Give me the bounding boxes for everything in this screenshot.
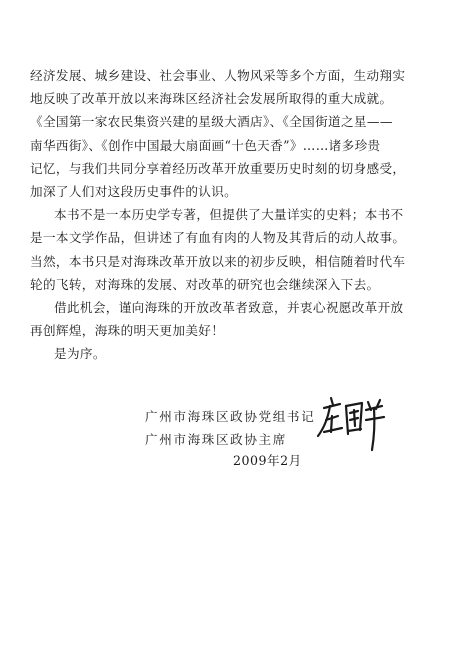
closing-line: 是为序。 (54, 346, 106, 362)
text-line: 当然，本书只是对海珠改革开放以来的初步反映，相信随着时代车 (30, 253, 406, 269)
signature-date: 2009年2月 (233, 453, 302, 468)
paragraph-first-line: 本书不是一本历史学专著，但提供了大量详实的史料；本书不 (54, 207, 404, 223)
text-line: 记忆，与我们共同分享着经历改革开放重要历史时刻的切身感受， (30, 160, 406, 176)
signature-block (145, 405, 315, 451)
text-line: 南华西街》、《创作中国最大扇面画“十色天香”》……诸多珍贵 (30, 137, 381, 153)
text-line: 经济发展、城乡建设、社会事业、人物风采等多个方面，生动翔实 (30, 68, 406, 83)
paragraph-first-line: 借此机会，谨向海珠的开放改革者致意，并衷心祝愿改革开放 (54, 299, 404, 315)
preface-body (30, 64, 430, 365)
text-line: 是一本文学作品，但讲述了有血有肉的人物及其背后的动人故事。 (30, 230, 406, 246)
text-line: 《全国第一家农民集资兴建的星级大酒店》、《全国街道之星—— (30, 114, 393, 130)
signatory-title: 广州市海珠区政协主席 (145, 432, 287, 447)
signatory-title: 广州市海珠区政协党组书记 (145, 409, 316, 424)
text-line: 地反映了改革开放以来海珠区经济社会发展所取得的重大成就。 (30, 91, 393, 107)
text-line: 加深了人们对这段历史事件的认识。 (30, 183, 238, 199)
text-line: 再创辉煌，海珠的明天更加美好！ (30, 323, 225, 339)
handwritten-signature (314, 392, 386, 452)
text-line: 轮的飞转，对海珠的发展、对改革的研究也会继续深入下去。 (30, 276, 380, 292)
